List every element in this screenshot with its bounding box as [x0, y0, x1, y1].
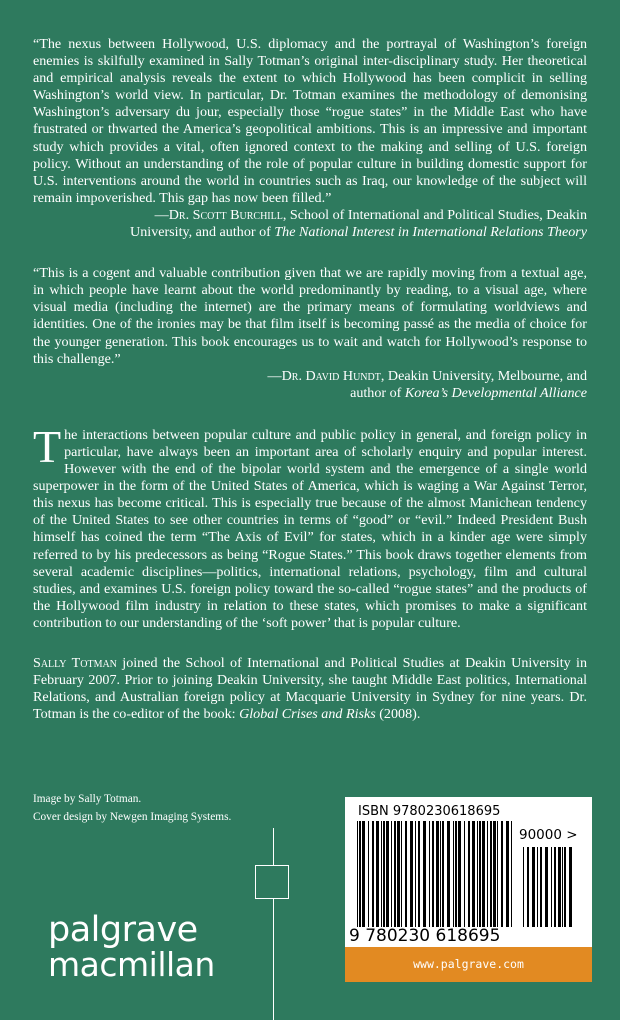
author-affiliation-2: University, and author of	[130, 224, 275, 241]
barcode-bar	[381, 821, 382, 927]
barcode-bar	[418, 821, 420, 927]
barcode-bar	[569, 847, 572, 927]
price-code: 90000 >	[519, 827, 578, 843]
quote-hundt: “This is a cogent and valuable contribution given that we are rapidly moving from a textual age, in which people have learnt about the world predominantly by reading, to a visual age, where visual media (including the internet) are the primary means of formulating worldviews and identities. One of the ironies may be that film itself is becoming passé as the media of choice for the younger generation. This book encourages us to wait and watch for Hollywood’s response to this challenge.”	[33, 265, 587, 367]
barcode-bar	[368, 821, 369, 927]
ean-barcode-icon	[355, 821, 515, 927]
barcode-bar	[551, 847, 552, 927]
barcode-bar	[493, 821, 496, 927]
bio-book: Global Crises and Risks	[239, 706, 376, 723]
barcode-bar	[527, 847, 529, 927]
barcode-bar	[429, 821, 430, 927]
bio-author-name: Sally Totman	[33, 655, 117, 671]
publisher-logo	[48, 910, 215, 984]
barcode-bar	[359, 821, 361, 927]
barcode-panel	[345, 797, 592, 982]
barcode-bar	[391, 821, 392, 927]
author-book: The National Interest in International Relations Theory	[274, 224, 587, 241]
barcode-bar	[394, 821, 396, 927]
barcode-bar	[357, 821, 358, 927]
barcode-bar	[506, 821, 509, 927]
barcode-bar	[472, 821, 475, 927]
author-affiliation-2: author of	[350, 384, 405, 401]
author-name: Dr. Scott Burchill	[168, 206, 283, 223]
attribution-hundt	[33, 368, 587, 402]
barcode-bar	[383, 821, 385, 927]
barcode-bar	[490, 821, 492, 927]
frame-square-icon	[255, 865, 289, 899]
barcode-bar	[447, 821, 450, 927]
barcode-bar	[410, 821, 413, 927]
logo-line-1: palgrave	[48, 910, 198, 950]
drop-cap: T	[33, 420, 62, 472]
barcode-bar	[455, 821, 457, 927]
barcode-bar	[436, 821, 439, 927]
frame-line-bottom	[273, 899, 274, 1020]
barcode-bar	[537, 847, 538, 927]
barcode-bar	[564, 847, 566, 927]
bio-text: joined the School of International and Political Studies at Deakin University in February 2007. Prior to joining Deakin University, she taught Middle East politics, International Relations, and Australian foreign policy at Macquarie University in Sydney for nine years. Dr. Totman is the co-editor of the book:	[33, 655, 587, 723]
barcode-bar	[554, 847, 556, 927]
attribution-dash: —	[154, 206, 169, 223]
barcode-bar	[468, 821, 470, 927]
barcode-digits: 9 780230 618695	[349, 926, 501, 946]
barcode-bar	[401, 821, 402, 927]
barcode-bar	[482, 821, 485, 927]
book-description	[33, 420, 587, 632]
barcode-bar	[532, 847, 535, 927]
frame-line-top	[273, 828, 274, 865]
back-cover-text	[33, 36, 587, 723]
logo-line-2: macmillan	[48, 945, 215, 984]
barcode-bar	[423, 821, 426, 927]
barcode-bar	[487, 821, 488, 927]
publisher-url: www.palgrave.com	[345, 947, 592, 982]
addon-barcode-icon	[521, 847, 577, 927]
barcode-bar	[464, 821, 465, 927]
barcode-bar	[442, 821, 444, 927]
author-affiliation: , School of International and Political Studies, Deakin	[282, 206, 587, 223]
attribution-burchill	[33, 207, 587, 241]
barcode-bar	[415, 821, 416, 927]
author-name: Dr. David Hundt	[281, 367, 381, 384]
author-bio	[33, 655, 587, 723]
barcode-bar	[376, 821, 379, 927]
barcode-bar	[432, 821, 434, 927]
author-affiliation: , Deakin University, Melbourne, and	[380, 367, 587, 384]
credits	[33, 790, 231, 826]
barcode-bar	[523, 847, 524, 927]
barcode-bar	[440, 821, 441, 927]
barcode-bar	[497, 821, 498, 927]
image-credit: Image by Sally Totman.	[33, 793, 142, 805]
barcode-bar	[479, 821, 481, 927]
barcode-bar	[453, 821, 454, 927]
description-text: he interactions between popular culture and public policy in general, and foreign policy in particular, have always been an important area of scholarly enquiry and popular interest. However with the end of the bipolar world system and the emergence of a single world superpower in the form of the United States of America, which is waging a War Against Terror, this nexus has become critical. This is especially true because of the almost Manichean tendency of the United States to see other countries in terms of “good” or “evil.” Indeed President Bush himself has coined the term “The Axis of Evil” for states, which in a kinder age were simply referred to by his predecessors as being “Rogue States.” This book draws together elements from several academic disciplines—politics, international relations, psychology, film and cultural studies, and examines U.S. foreign policy toward the so-called “rogue states” and the products of the Hollywood film industry in relation to these states, which promises to make a significant contribution to our understanding of the ‘soft power’ that is popular culture.	[33, 426, 587, 631]
barcode-bar	[558, 847, 561, 927]
barcode-bar	[545, 847, 548, 927]
design-credit: Cover design by Newgen Imaging Systems.	[33, 811, 232, 823]
attribution-dash: —	[267, 367, 282, 384]
isbn-label: ISBN 9780230618695	[358, 804, 501, 819]
barcode-bar	[501, 821, 503, 927]
barcode-bar	[386, 821, 389, 927]
barcode-bar	[405, 821, 407, 927]
barcode-bar	[511, 821, 512, 927]
quote-burchill: “The nexus between Hollywood, U.S. diplomacy and the portrayal of Washington’s foreign enemies is skilfully examined in Sally Totman’s original inter-disciplinary study. Her theoretical and empirical analysis reveals the extent to which Hollywood has been complicit in selling Washington’s world view. In particular, Dr. Totman examines the methodology of demonising Washington’s adversary du jour, especially those “rogue states” in the Middle East who have frustrated or thwarted the America’s geopolitical ambitions. This is an impressive and important study which provides a vital, often ignored context to the making and selling of U.S. foreign policy. Without an understanding of the role of popular culture in building domestic support for U.S. interventions around the world in countries such as Iraq, our knowledge of the subject will remain impoverished. This gap has now been filled.”	[33, 36, 587, 206]
barcode-bar	[458, 821, 461, 927]
barcode-bar	[362, 821, 365, 927]
barcode-bar	[562, 847, 563, 927]
barcode-bar	[540, 847, 542, 927]
barcode-bar	[397, 821, 400, 927]
barcode-bar	[477, 821, 478, 927]
bio-year: (2008).	[375, 706, 421, 723]
author-book: Korea’s Developmental Alliance	[404, 384, 587, 401]
barcode-bar	[372, 821, 374, 927]
